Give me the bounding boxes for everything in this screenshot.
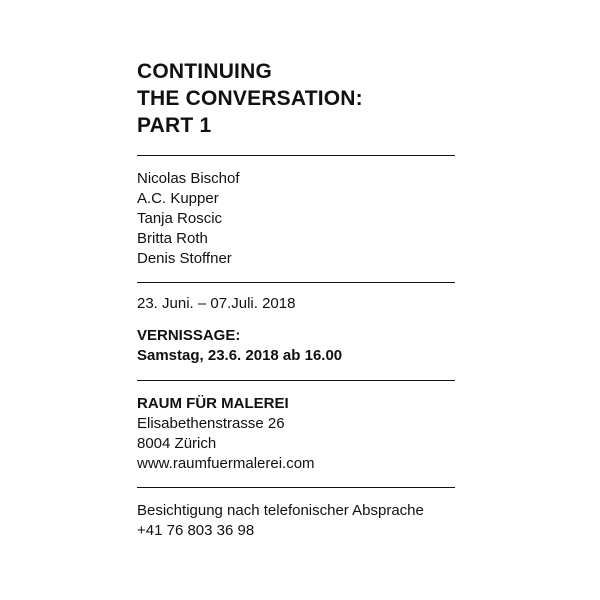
divider — [137, 155, 455, 156]
divider — [137, 380, 455, 381]
divider — [137, 487, 455, 488]
artist-name: Tanja Roscic — [137, 210, 223, 227]
venue-website: www.raumfuermalerei.com — [137, 455, 315, 472]
exhibition-dates: 23. Juni. – 07.Juli. 2018 — [137, 295, 296, 312]
exhibition-card — [137, 58, 455, 541]
visit-note: Besichtigung nach telefonischer Absprache — [137, 502, 424, 519]
artist-name: Britta Roth — [137, 230, 208, 247]
exhibition-title — [137, 58, 455, 139]
divider — [137, 282, 455, 283]
venue-block — [137, 394, 455, 474]
vernissage-datetime: Samstag, 23.6. 2018 ab 16.00 — [137, 347, 343, 364]
vernissage-label: VERNISSAGE: — [137, 327, 241, 344]
vernissage-block — [137, 326, 455, 366]
artist-name: A.C. Kupper — [137, 190, 219, 207]
venue-street: Elisabethenstrasse 26 — [137, 415, 285, 432]
visit-phone: +41 76 803 36 98 — [137, 522, 255, 539]
artist-name: Nicolas Bischof — [137, 170, 240, 187]
artist-list — [137, 169, 455, 269]
title-line-2: THE CONVERSATION: — [137, 87, 363, 110]
venue-name: RAUM FÜR MALEREI — [137, 395, 289, 412]
venue-city: 8004 Zürich — [137, 435, 217, 452]
title-line-3: PART 1 — [137, 114, 212, 137]
visit-block — [137, 501, 455, 541]
title-line-1: CONTINUING — [137, 60, 272, 83]
artist-name: Denis Stoffner — [137, 250, 232, 267]
